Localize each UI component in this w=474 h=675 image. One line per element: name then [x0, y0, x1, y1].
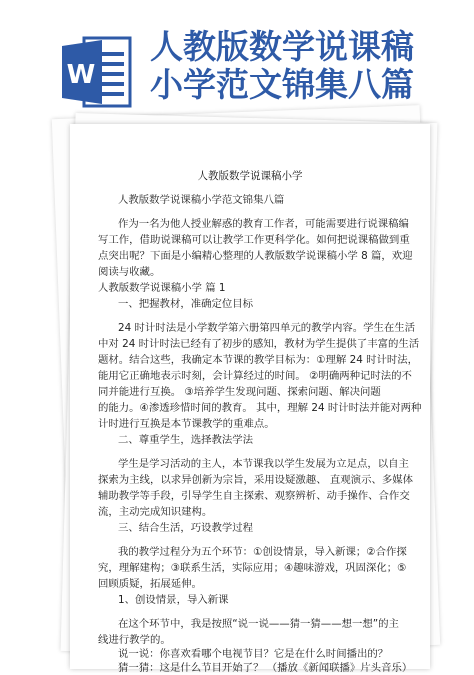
section-heading: 二、尊重学生，选择教法学法 [118, 434, 254, 446]
text-line: 流，主动完成知识建构。 [98, 506, 213, 518]
text-line: 中对 24 时计时法已经有了初步的感知，教材为学生提供了丰富的生活 [98, 338, 420, 350]
text-line: 在这个环节中，我是按照“说一说——猜一猜——想一想”的主 [118, 618, 399, 630]
subtitle-line: 人教版数学说课稿小学范文锦集八篇 [118, 194, 285, 206]
document-page [70, 124, 430, 674]
section-heading: 三、结合生活，巧设教学过程 [118, 522, 254, 534]
text-line: 线进行教学的。 [98, 634, 171, 646]
text-line: 猜一猜：这是什么节目开始了？ （播放《新闻联播》片头音乐） [118, 662, 413, 674]
text-line: 说一说：你喜欢看哪个电视节目？它是在什么时间播出的？ [118, 648, 389, 660]
section-heading: 一、把握教材，准确定位目标 [118, 298, 254, 310]
header-banner [0, 0, 474, 118]
text-line: 探索为主线，以求异创新为宗旨，采用设疑激趣、 直观演示、多媒体 [98, 474, 414, 486]
text-line: 计时进行互换是本节课教学的重难点。 [98, 418, 275, 430]
text-line: 写工作，借助说课稿可以让教学工作更科学化。如何把说课稿做到重 [98, 234, 410, 246]
text-line: 阅读与收藏。 [98, 266, 161, 278]
text-line: 能用它正确地表示时刻，会计算经过的时间。 ②明确两种记时法的不 [98, 370, 412, 382]
word-document-icon [62, 32, 134, 112]
text-line: 回顾质疑，拓展延伸。 [98, 578, 202, 590]
text-line: 点突出呢？下面是小编精心整理的人教版数学说课稿小学 8 篇，欢迎 [98, 250, 413, 262]
subsection-heading: 1、创设情景，导入新课 [118, 594, 229, 606]
text-line: 究，理解建构；③联系生活，实际应用；④趣味游戏，巩固深化；⑤ [98, 562, 407, 574]
text-line: 我的教学过程分为五个环节：①创设情景，导入新课；②合作探 [118, 546, 407, 558]
page-title-line-1: 人教版数学说课稿 [150, 27, 414, 66]
text-line: 的能力。④渗透珍惜时间的教育。 其中，理解 24 时计时法并能对两种 [98, 402, 422, 414]
page-title-line-2: 小学范文锦集八篇 [150, 65, 414, 104]
text-line: 24 时计时法是小学数学第六册第四单元的教学内容。学生在生活 [118, 322, 416, 334]
text-line: 题材。结合这些，我确定本节课的教学目标为：①理解 24 时计时法， [98, 354, 419, 366]
section-heading: 人教版数学说课稿小学 篇 1 [98, 282, 226, 294]
text-line: 辅助教学等手段，引导学生自主探索、观察辨析、动手操作、合作交 [98, 490, 410, 502]
document-title: 人教版数学说课稿小学 [197, 170, 303, 182]
text-line: 作为一名为他人授业解惑的教育工作者，可能需要进行说课稿编 [118, 218, 409, 230]
text-line: 同并能进行互换。 ③培养学生发现问题、探索问题、解决问题 [98, 386, 381, 398]
logo-letter: W [66, 60, 96, 90]
text-line: 学生是学习活动的主人，本节课我以学生发展为立足点，以自主 [118, 458, 409, 470]
